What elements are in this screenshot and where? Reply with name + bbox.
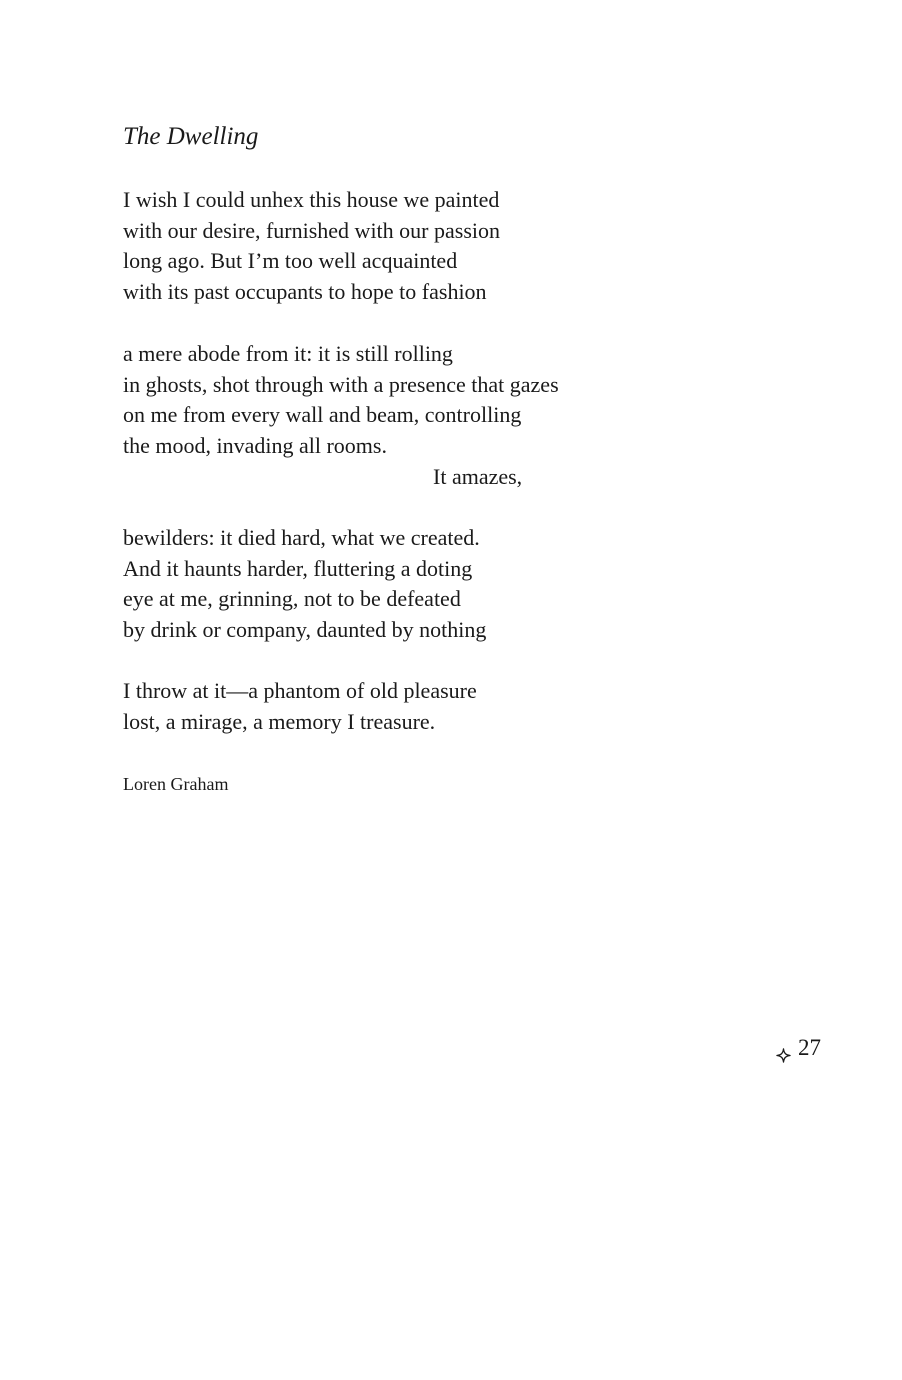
poem-line: with our desire, furnished with our passion (123, 217, 500, 243)
poem-line: in ghosts, shot through with a presence that gazes (123, 371, 559, 397)
stanza-3 (123, 523, 486, 646)
poem-line: by drink or company, daunted by nothing (123, 617, 487, 643)
stanza-2 (123, 339, 559, 492)
poem-line: bewilders: it died hard, what we created. (123, 525, 480, 550)
poem-line: with its past occupants to hope to fashion (123, 279, 487, 305)
poem-line: the mood, invading all rooms. (123, 433, 387, 459)
poem-line: long ago. But I’m too well acquainted (123, 248, 458, 274)
poem-line: eye at me, grinning, not to be defeated (123, 586, 461, 612)
stanza-4 (123, 676, 477, 737)
poem-line: on me from every wall and beam, controlling (123, 402, 522, 428)
page-footer (776, 1033, 821, 1063)
poem-line: lost, a mirage, a memory I treasure. (123, 708, 436, 734)
author-name: Loren Graham (123, 774, 229, 794)
poem-line: I wish I could unhex this house we painted (123, 187, 500, 212)
poem-line-dropped: It amazes, (433, 463, 523, 489)
poem-title: The Dwelling (123, 123, 259, 150)
poem-line: a mere abode from it: it is still rolling (123, 341, 453, 366)
four-point-star-outline-icon (776, 1041, 791, 1056)
poem-line: I throw at it—a phantom of old pleasure (123, 678, 477, 703)
page-number: 27 (798, 1035, 821, 1060)
poem-line: And it haunts harder, fluttering a doting (123, 555, 473, 581)
stanza-1 (123, 185, 500, 308)
